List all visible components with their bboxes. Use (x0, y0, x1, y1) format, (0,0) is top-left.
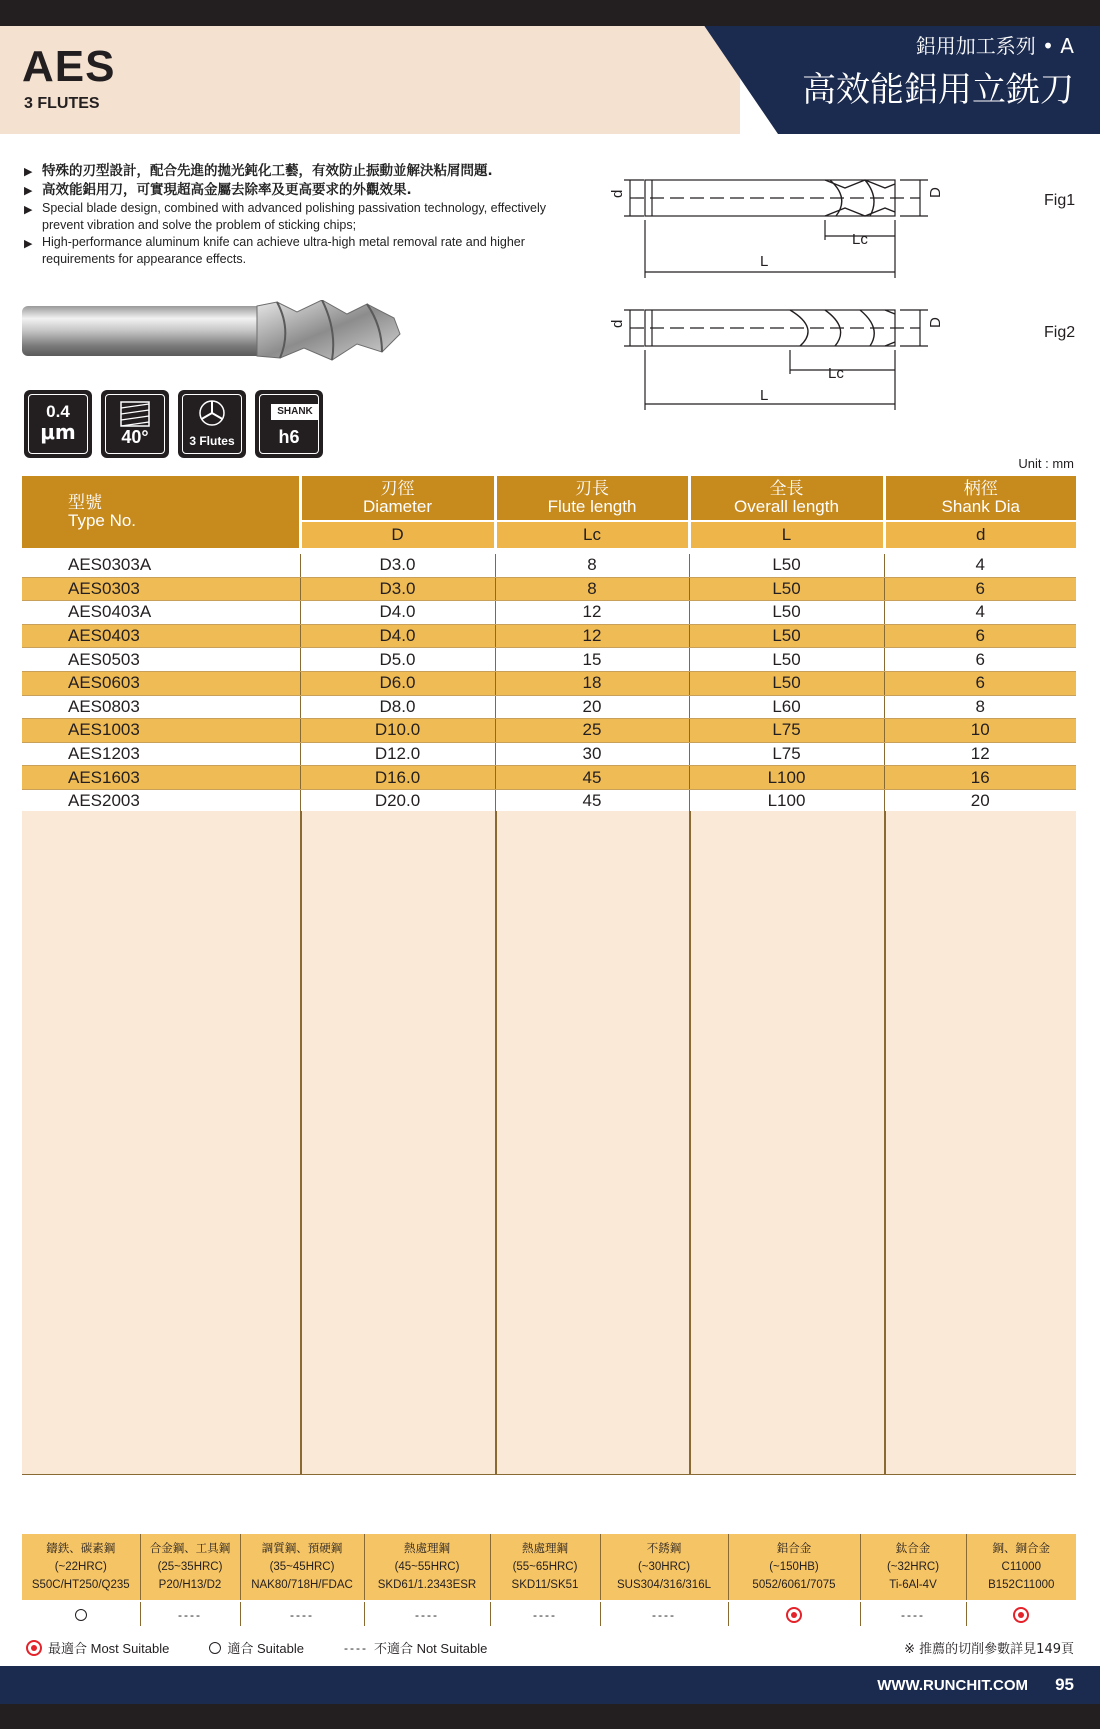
material-grade-cell: S50C/HT250/Q235 (22, 1576, 140, 1601)
type-no-cell: AES0403A (22, 601, 300, 625)
header-flute-length: 刃長 Flute length (495, 476, 689, 521)
end-mill-photo (22, 300, 402, 362)
flute-count-badge: 3 Flutes (178, 390, 246, 458)
feature-item: ▶ 特殊的刃型設計，配合先進的拋光鈍化工藝，有效防止振動並解決粘屑問題. (24, 163, 493, 179)
fig2-flute-length-dim: Lc (828, 365, 844, 382)
material-hard-cell: (~30HRC) (600, 1558, 728, 1576)
material-hard-cell: (~22HRC) (22, 1558, 140, 1576)
flutes-subtitle: 3 FLUTES (24, 95, 100, 112)
material-grade-cell: 5052/6061/7075 (728, 1576, 860, 1601)
flute-length-cell: 8 (495, 554, 689, 577)
flute-length-cell: 18 (495, 671, 689, 695)
type-no-cell: AES1203 (22, 742, 300, 766)
flute-length-cell: 12 (495, 624, 689, 648)
fig1-shank-dim: d (609, 189, 626, 198)
table-row (22, 624, 1076, 648)
feature-badges (24, 390, 323, 458)
feature-item: ▶ Special blade design, combined with advanced polishing passivation technology, effectively prevent vibration and solve the problem of sticking chips; (24, 201, 547, 232)
material-grade-cell: Ti-6Al-4V (860, 1576, 966, 1601)
diameter-cell: D3.0 (300, 577, 495, 601)
flute-length-cell: 15 (495, 648, 689, 672)
material-hard-row (22, 1558, 1076, 1576)
surface-roughness-badge: 0.4 μm (24, 390, 92, 458)
material-suitability-table (22, 1534, 1076, 1626)
material-name-cell: 合金鋼、工具鋼 (140, 1534, 240, 1558)
most-suitable-icon (1013, 1607, 1029, 1623)
material-grade-cell: NAK80/718H/FDAC (240, 1576, 364, 1601)
diameter-cell: D3.0 (300, 554, 495, 577)
not-suitable-icon: ---- (415, 1608, 439, 1622)
material-name-cell: 鋁合金 (728, 1534, 860, 1558)
diameter-cell: D20.0 (300, 789, 495, 813)
bullet-triangle-icon: ▶ (24, 238, 33, 250)
table-row (22, 601, 1076, 625)
most-suitable-icon (786, 1607, 802, 1623)
suitability-cell (490, 1601, 600, 1626)
dimension-drawings (600, 158, 1080, 418)
cutting-parameter-note: ※ 推薦的切削參數詳見149頁 (904, 1642, 1074, 1657)
suitability-legend (26, 1638, 521, 1657)
material-grade-cell: B152C11000 (966, 1576, 1076, 1601)
table-row (22, 766, 1076, 790)
type-no-cell: AES0303A (22, 554, 300, 577)
not-suitable-icon: ---- (901, 1608, 925, 1622)
unit-label: Unit : mm (1018, 456, 1074, 471)
suitability-row (22, 1601, 1076, 1626)
material-hard-cell: (35~45HRC) (240, 1558, 364, 1576)
overall-length-cell: L100 (689, 789, 884, 813)
shank-dia-cell: 16 (884, 766, 1076, 790)
legend-not-suitable: ---- 不適合 Not Suitable (343, 1640, 488, 1656)
shank-dia-cell: 6 (884, 648, 1076, 672)
shank-dia-cell: 6 (884, 577, 1076, 601)
suitable-icon (75, 1609, 87, 1621)
material-hard-cell: (45~55HRC) (364, 1558, 490, 1576)
overall-length-cell: L50 (689, 554, 884, 577)
type-no-cell: AES1603 (22, 766, 300, 790)
material-name-cell: 不銹鋼 (600, 1534, 728, 1558)
overall-length-cell: L60 (689, 695, 884, 719)
header-shank-dia: 柄徑 Shank Dia (884, 476, 1076, 521)
helix-angle-badge: 40° (101, 390, 169, 458)
suitability-cell (728, 1601, 860, 1626)
product-name: 高效能鋁用立銑刀 (802, 70, 1074, 110)
type-no-cell: AES0403 (22, 624, 300, 648)
table-row (22, 671, 1076, 695)
fig2-overall-length-dim: L (760, 387, 769, 404)
series-label: 鋁用加工系列 • A (915, 34, 1074, 58)
header-diameter: 刃徑 Diameter (300, 476, 495, 521)
material-grade-cell: SUS304/316/316L (600, 1576, 728, 1601)
suitability-cell (860, 1601, 966, 1626)
header-symbol-d: d (884, 521, 1076, 548)
shank-dia-cell: 20 (884, 789, 1076, 813)
overall-length-cell: L100 (689, 766, 884, 790)
tool-dimension-figures (600, 158, 1080, 418)
shank-tolerance-badge: SHANK h6 (255, 390, 323, 458)
table-row (22, 554, 1076, 577)
not-suitable-icon: ---- (178, 1608, 202, 1622)
material-hard-cell: (55~65HRC) (490, 1558, 600, 1576)
bullet-triangle-icon: ▶ (24, 166, 33, 178)
suitability-cell (240, 1601, 364, 1626)
bullet-triangle-icon: ▶ (24, 185, 33, 197)
material-grade-row (22, 1576, 1076, 1601)
fig1-flute-length-dim: Lc (852, 231, 868, 248)
suitability-cell (600, 1601, 728, 1626)
material-name-row (22, 1534, 1076, 1558)
overall-length-cell: L75 (689, 742, 884, 766)
material-grade-cell: P20/H13/D2 (140, 1576, 240, 1601)
material-grade-cell: SKD61/1.2343ESR (364, 1576, 490, 1601)
table-row (22, 719, 1076, 743)
shank-dia-cell: 8 (884, 695, 1076, 719)
fig2-label: Fig2 (1044, 324, 1076, 341)
fig1-label: Fig1 (1044, 192, 1076, 209)
shank-dia-cell: 6 (884, 671, 1076, 695)
three-flute-icon (198, 399, 226, 427)
shank-dia-cell: 10 (884, 719, 1076, 743)
diameter-cell: D4.0 (300, 601, 495, 625)
material-name-cell: 鑄鉄、碳素鋼 (22, 1534, 140, 1558)
feature-item: ▶ High-performance aluminum knife can achieve ultra-high metal removal rate and higher requirements for appearance effects. (24, 235, 525, 266)
flute-length-cell: 45 (495, 766, 689, 790)
material-name-cell: 調質鋼、預硬鋼 (240, 1534, 364, 1558)
overall-length-cell: L50 (689, 671, 884, 695)
flute-length-cell: 45 (495, 789, 689, 813)
suitability-cell (364, 1601, 490, 1626)
suitability-cell (966, 1601, 1076, 1626)
material-name-cell: 熱處理鋼 (364, 1534, 490, 1558)
diameter-cell: D12.0 (300, 742, 495, 766)
not-suitable-icon: ---- (533, 1608, 557, 1622)
overall-length-cell: L50 (689, 624, 884, 648)
table-empty-area (22, 811, 1076, 1475)
page-number: 95 (1055, 1675, 1074, 1694)
header-symbol-L: L (689, 521, 884, 548)
header-symbol-D: D (300, 521, 495, 548)
table-row (22, 577, 1076, 601)
suitable-icon (209, 1642, 221, 1654)
type-no-cell: AES2003 (22, 789, 300, 813)
material-name-cell: 銅、銅合金 (966, 1534, 1076, 1558)
legend-most-suitable: 最適合 Most Suitable (26, 1638, 169, 1657)
feature-list (24, 162, 584, 268)
overall-length-cell: L50 (689, 648, 884, 672)
fig1-diameter-dim: D (927, 187, 944, 198)
material-grade-cell: SKD11/SK51 (490, 1576, 600, 1601)
type-no-cell: AES0303 (22, 577, 300, 601)
type-no-cell: AES0803 (22, 695, 300, 719)
website-url[interactable]: WWW.RUNCHIT.COM (877, 1677, 1028, 1694)
flute-length-cell: 12 (495, 601, 689, 625)
flute-length-cell: 20 (495, 695, 689, 719)
top-strip (0, 0, 1100, 26)
header-type-no: 型號 Type No. (22, 476, 300, 548)
fig1-overall-length-dim: L (760, 253, 769, 270)
diameter-cell: D16.0 (300, 766, 495, 790)
suitability-cell (140, 1601, 240, 1626)
most-suitable-icon (26, 1640, 42, 1656)
material-hard-cell: (~150HB) (728, 1558, 860, 1576)
type-no-cell: AES0603 (22, 671, 300, 695)
type-no-cell: AES0503 (22, 648, 300, 672)
flute-length-cell: 30 (495, 742, 689, 766)
shank-dia-cell: 4 (884, 554, 1076, 577)
not-suitable-icon: ---- (652, 1608, 676, 1622)
fig2-shank-dim: d (609, 319, 626, 328)
table-row (22, 789, 1076, 813)
material-name-cell: 鈦合金 (860, 1534, 966, 1558)
product-code-title: AES (22, 42, 116, 91)
type-no-cell: AES1003 (22, 719, 300, 743)
bullet-triangle-icon: ▶ (24, 204, 33, 216)
legend-suitable: 適合 Suitable (209, 1638, 304, 1657)
shank-dia-cell: 4 (884, 601, 1076, 625)
material-hard-cell: C11000 (966, 1558, 1076, 1576)
diameter-cell: D5.0 (300, 648, 495, 672)
helix-icon (119, 400, 151, 428)
not-suitable-icon: ---- (343, 1640, 368, 1655)
feature-item: ▶ 高效能鋁用刀，可實現超高金屬去除率及更高要求的外觀效果. (24, 182, 412, 198)
diameter-cell: D4.0 (300, 624, 495, 648)
header-overall-length: 全長 Overall length (689, 476, 884, 521)
suitability-cell (22, 1601, 140, 1626)
flute-length-cell: 8 (495, 577, 689, 601)
material-name-cell: 熱處理鋼 (490, 1534, 600, 1558)
material-hard-cell: (25~35HRC) (140, 1558, 240, 1576)
shank-dia-cell: 12 (884, 742, 1076, 766)
not-suitable-icon: ---- (290, 1608, 314, 1622)
overall-length-cell: L50 (689, 577, 884, 601)
diameter-cell: D10.0 (300, 719, 495, 743)
shank-dia-cell: 6 (884, 624, 1076, 648)
table-row (22, 742, 1076, 766)
header-symbol-Lc: Lc (495, 521, 689, 548)
overall-length-cell: L75 (689, 719, 884, 743)
table-row (22, 648, 1076, 672)
diameter-cell: D6.0 (300, 671, 495, 695)
flute-length-cell: 25 (495, 719, 689, 743)
spec-table (22, 476, 1076, 814)
material-hard-cell: (~32HRC) (860, 1558, 966, 1576)
table-row (22, 695, 1076, 719)
bottom-strip (0, 1704, 1100, 1729)
fig2-diameter-dim: D (927, 317, 944, 328)
overall-length-cell: L50 (689, 601, 884, 625)
diameter-cell: D8.0 (300, 695, 495, 719)
